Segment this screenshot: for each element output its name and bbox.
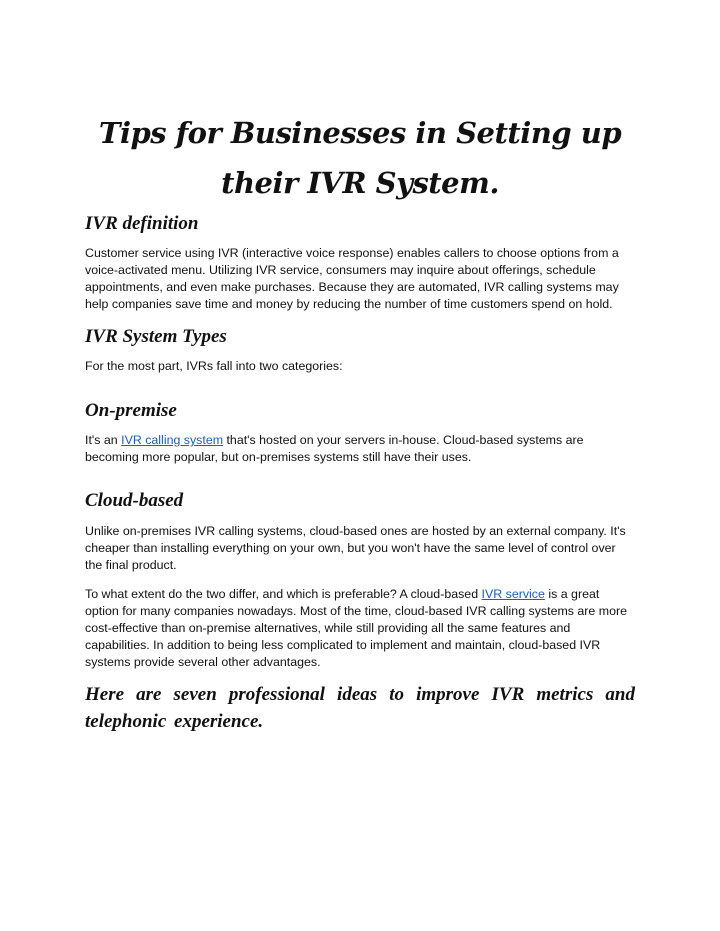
ivr-service-link[interactable]: IVR service	[481, 587, 545, 601]
paragraph-cloud-based-comparison	[85, 586, 635, 671]
paragraph-on-premise	[85, 432, 635, 466]
paragraph-ivr-definition: Customer service using IVR (interactive voice response) enables callers to choose options from a voice-activated menu. Utilizing IVR service, consumers may inquire about offerings, schedule appointments, and even make purchases. Because they are automated, IVR calling systems may help companies save time and money by reducing the number of time customers spend on hold.	[85, 246, 619, 311]
comparison-text-end: is a great option for many companies nowadays. Most of the time, cloud-based IVR calling systems are more cost-effective than on-premise alternatives, while still providing all the same features and capabilities. In addition to being less complicated to implement and maintain, cloud-based IVR systems provide several other advantages.	[85, 587, 627, 669]
paragraph-ivr-categories: For the most part, IVRs fall into two categories:	[85, 359, 343, 373]
document-page	[85, 108, 635, 735]
comparison-text-start: To what extent do the two differ, and which is preferable? A cloud-based	[85, 587, 482, 601]
on-premise-text-end: that's hosted on your servers in-house. Cloud-based systems are becoming more popular, but on-premises systems still have their uses.	[85, 433, 584, 464]
heading-ivr-definition: IVR definition	[85, 213, 199, 234]
heading-ivr-system-types: IVR System Types	[85, 326, 227, 347]
on-premise-text-start: It's an	[85, 433, 122, 447]
page-title: Tips for Businesses in Setting up their IVR System.	[98, 116, 622, 200]
paragraph-cloud-based-intro: Unlike on-premises IVR calling systems, cloud-based ones are hosted by an external company. It's cheaper than installing everything on your own, but you won't have the same level of control over the final product.	[85, 524, 626, 572]
ivr-calling-system-link[interactable]: IVR calling system	[121, 433, 224, 447]
heading-on-premise: On-premise	[85, 400, 177, 421]
heading-seven-ideas: Here are seven professional ideas to improve IVR metrics and telephonic experience.	[85, 684, 635, 732]
heading-cloud-based: Cloud-based	[85, 490, 184, 511]
